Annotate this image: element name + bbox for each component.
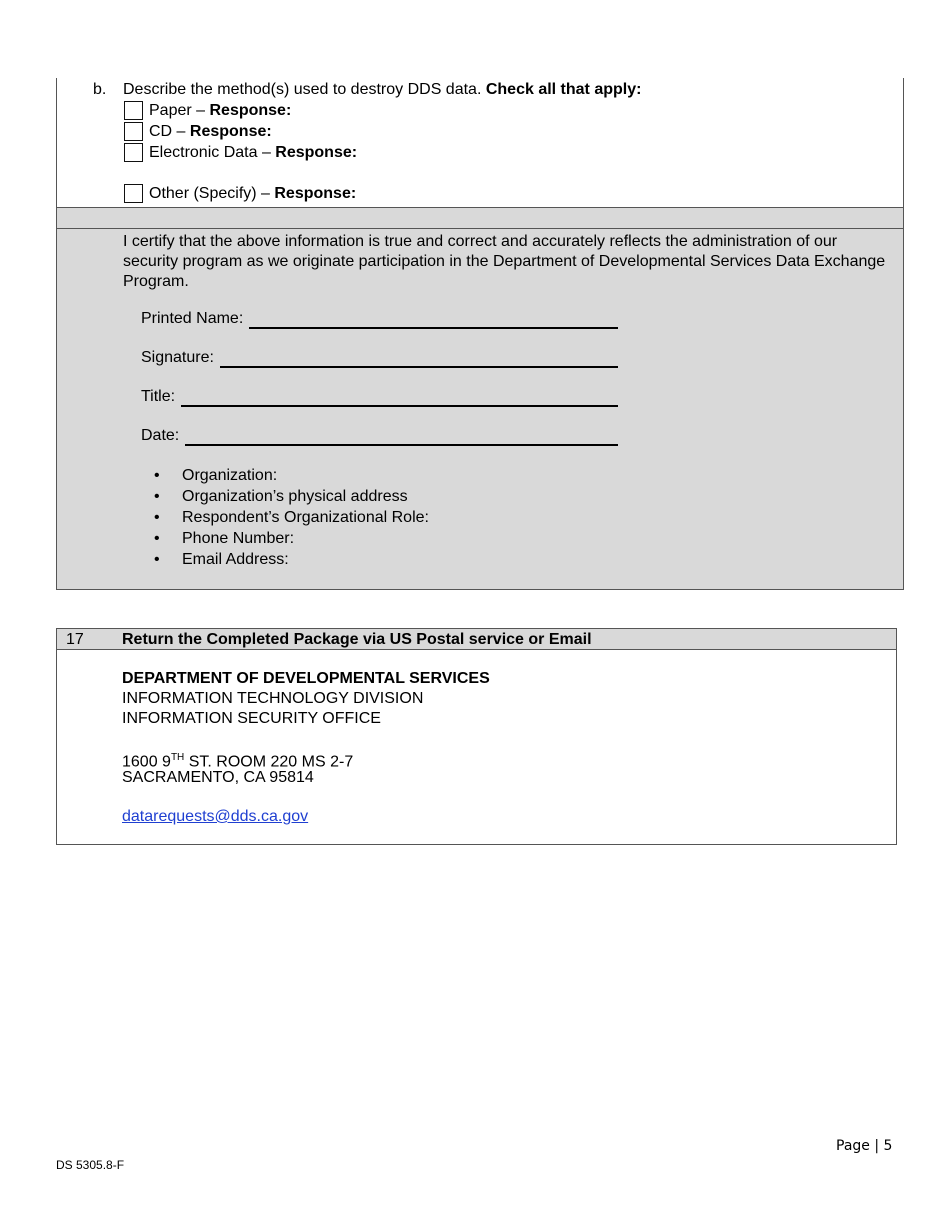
printed-name-field[interactable] [141,309,618,329]
list-item [154,550,289,570]
form-id: DS 5305.8-F [56,1158,125,1172]
email-link[interactable]: datarequests@dds.ca.gov [122,808,309,825]
field-label: Signature: [141,349,214,366]
field-label: Title: [141,388,176,405]
list-item [154,508,429,528]
option-response: Response: [209,102,292,119]
option-response: Response: [275,144,358,161]
email-link-row [122,807,308,827]
certification-section [56,229,904,590]
bullet: • [154,509,160,526]
section-divider-bar [56,208,904,229]
bullet: • [154,530,160,547]
bullet: • [154,551,160,568]
title-field[interactable] [141,387,618,407]
option-electronic-data [149,143,357,163]
signature-line[interactable] [249,311,618,329]
option-cd [149,122,272,142]
section-b-prompt [123,80,641,100]
option-other [149,184,356,204]
field-label: Date: [141,427,180,444]
option-response: Response: [189,123,272,140]
list-item [154,529,294,549]
option-response: Response: [274,185,357,202]
bullet-text: Organization: [182,467,278,484]
bullet-text: Phone Number: [182,530,295,547]
certification-statement: I certify that the above information is true and correct and accurately reflects the administration of our security program as we originate participation in the Department of Developmental Services Data Exchange Program. [123,233,886,290]
office-name: INFORMATION SECURITY OFFICE [122,710,381,727]
checkbox-cd[interactable] [124,122,143,141]
option-label: Other (Specify) – [149,185,275,202]
section-number: 17 [66,631,84,648]
option-paper [149,101,291,121]
list-item [154,487,408,507]
bullet-text: Email Address: [182,551,289,568]
field-label: Printed Name: [141,310,244,327]
signature-line[interactable] [220,350,618,368]
street-rest: ST. ROOM 220 MS 2-7 [184,753,354,771]
bullet: • [154,488,160,505]
date-field[interactable] [141,426,618,446]
bullet: • [154,467,160,484]
street-ordinal: TH [170,752,185,763]
option-label: Paper – [149,102,210,119]
signature-line[interactable] [185,428,618,446]
return-package-section [56,628,897,845]
prompt-check-all: Check all that apply: [485,81,642,98]
section-17-header [57,629,896,650]
signature-line[interactable] [181,389,618,407]
checkbox-paper[interactable] [124,101,143,120]
bullet-text: Organization’s physical address [182,488,408,505]
division-name: INFORMATION TECHNOLOGY DIVISION [122,690,424,707]
list-item [154,466,277,486]
checkbox-electronic-data[interactable] [124,143,143,162]
option-label: Electronic Data – [149,144,276,161]
street-number: 1600 9 [122,753,171,771]
signature-field[interactable] [141,348,618,368]
section-title: Return the Completed Package via US Postal service or Email [122,631,592,648]
section-b-letter: b. [93,81,107,98]
department-name: DEPARTMENT OF DEVELOPMENTAL SERVICES [122,670,490,687]
bullet-text: Respondent’s Organizational Role: [182,509,429,526]
city-state-zip: SACRAMENTO, CA 95814 [122,769,314,786]
destroy-method-section [56,78,904,208]
checkbox-other[interactable] [124,184,143,203]
prompt-text: Describe the method(s) used to destroy DDS data. [123,81,482,98]
page-number: Page | 5 [836,1138,893,1154]
option-label: CD – [149,123,190,140]
